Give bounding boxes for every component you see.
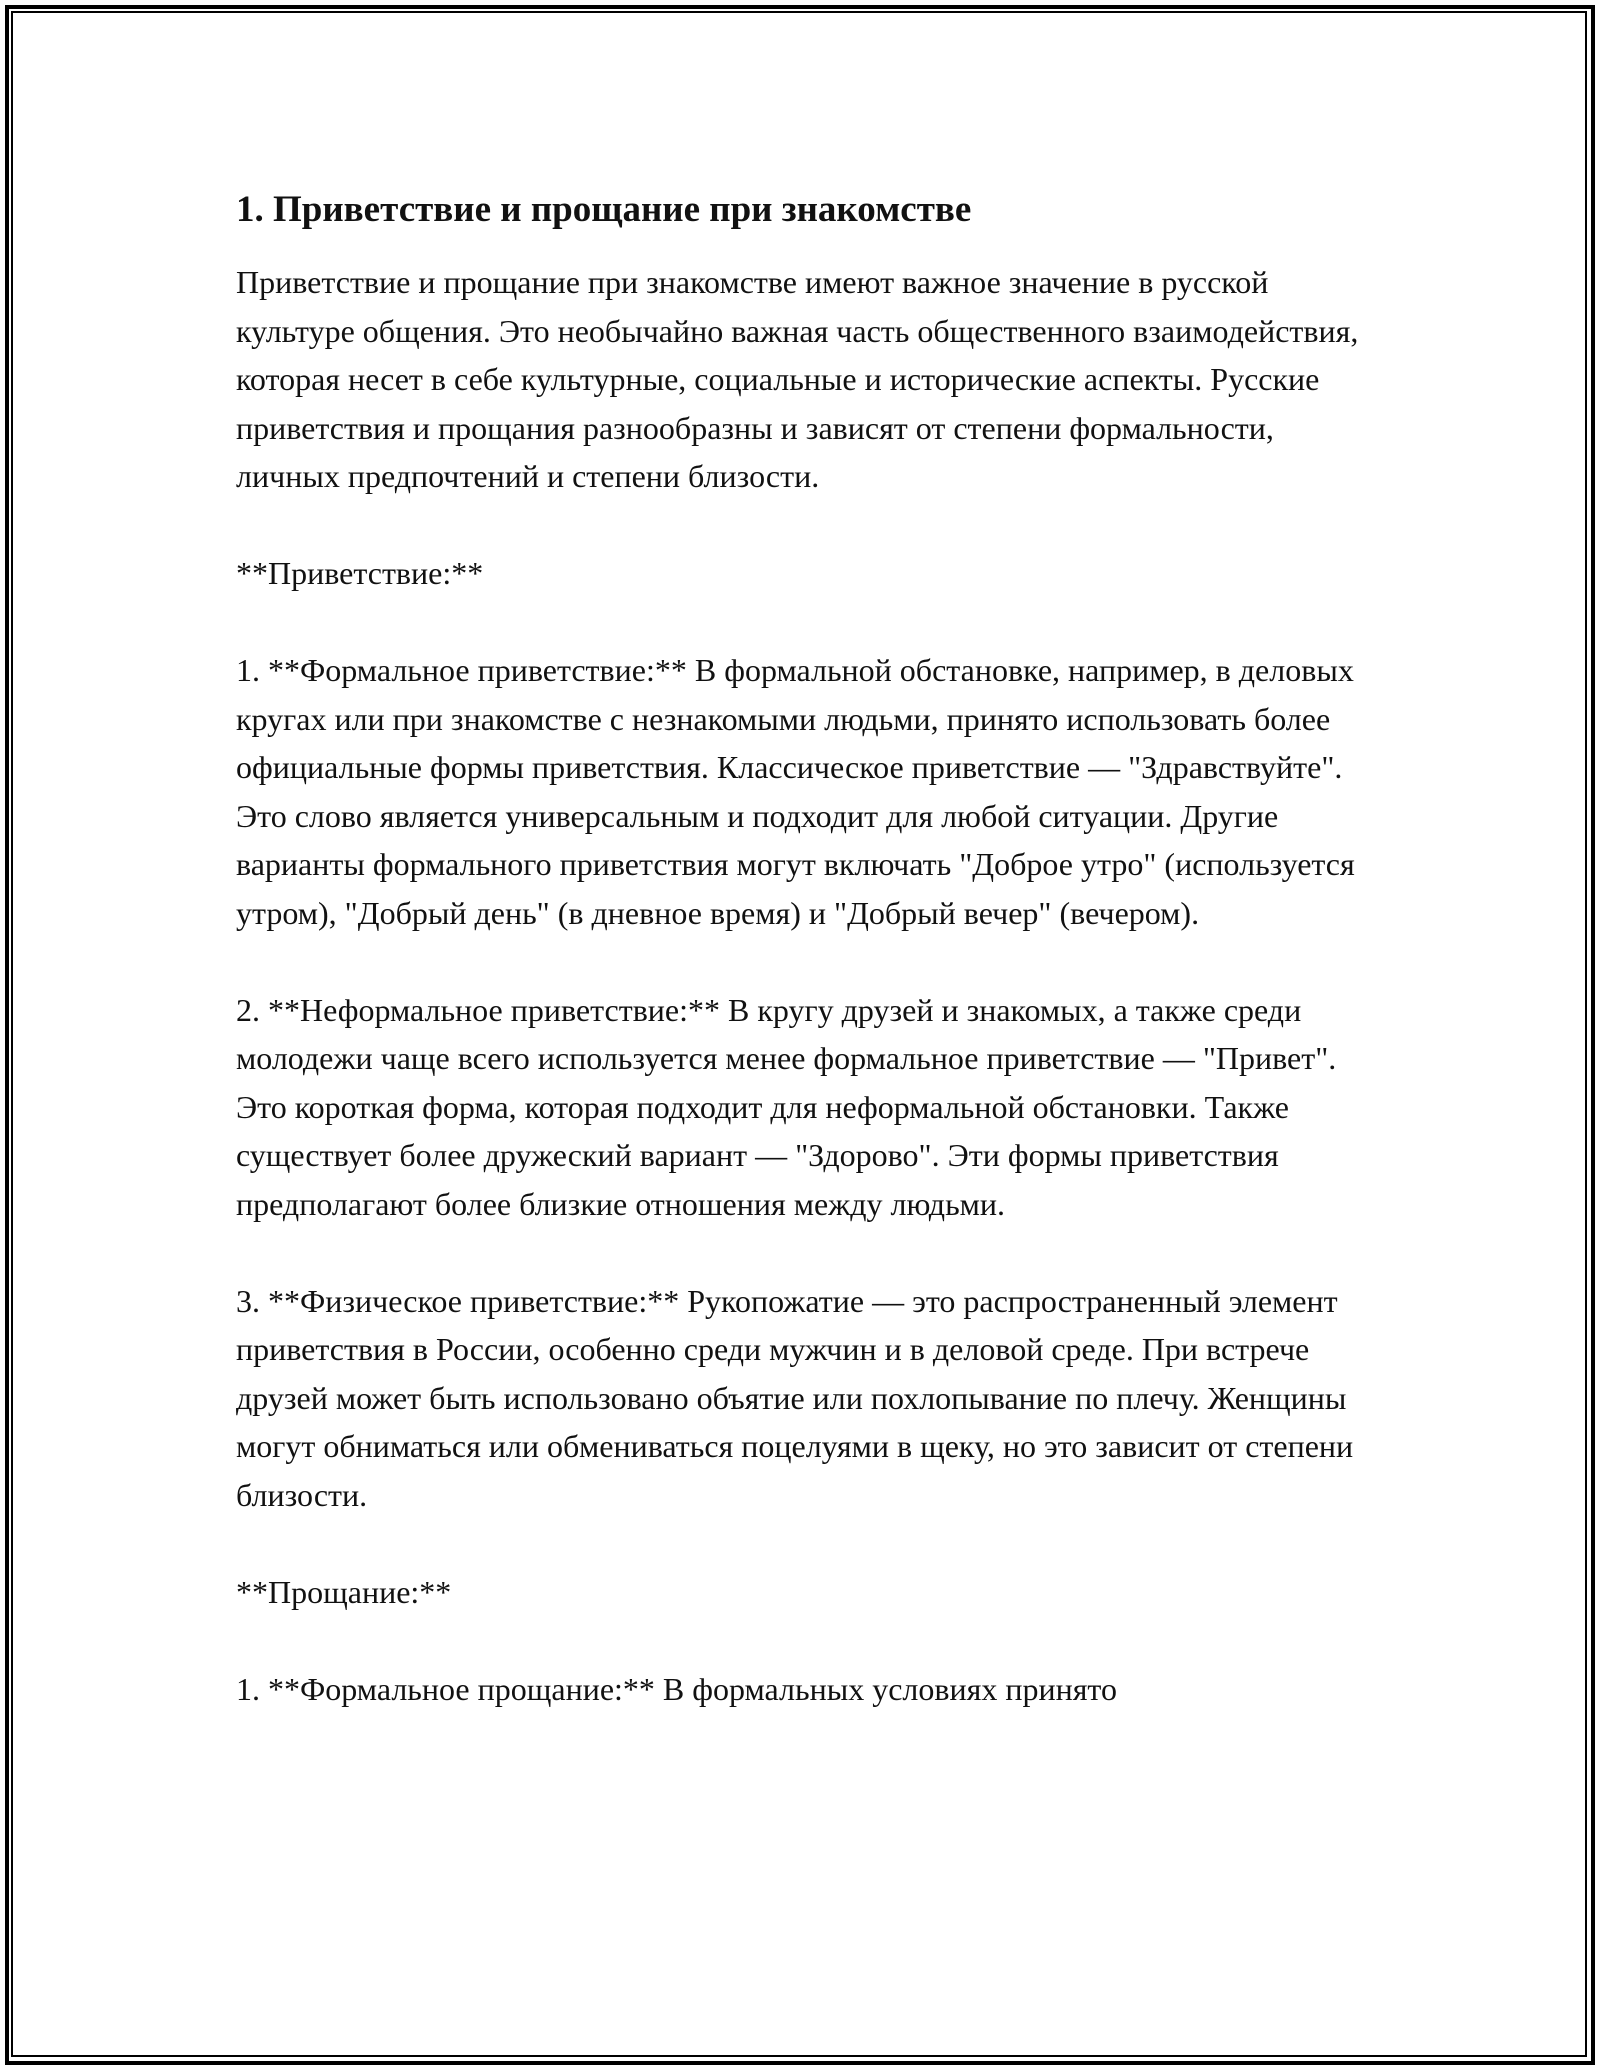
document-body	[236, 186, 1376, 1762]
informal-greeting-paragraph: 2. **Неформальное приветствие:** В кругу друзей и знакомых, а также среди молодежи чаще всего используется менее формальное приветствие — "Привет". Это короткая форма, которая подходит для неформальной обстановки. Также существует более дружеский вариант — "Здорово". Эти формы приветствия предполагают более близкие отношения между людьми.	[236, 991, 1337, 1222]
formal-farewell-paragraph: 1. **Формальное прощание:** В формальных условиях принято	[236, 1670, 1117, 1707]
section-heading: 1. Приветствие и прощание при знакомстве	[236, 189, 972, 230]
physical-greeting-paragraph: 3. **Физическое приветствие:** Рукопожатие — это распространенный элемент приветствия в России, особенно среди мужчин и в деловой среде. При встрече друзей может быть использовано объятие или похлопывание по плечу. Женщины могут обниматься или обмениваться поцелуями в щеку, но это зависит от степени близости.	[236, 1282, 1354, 1513]
greeting-subheading: **Приветствие:**	[236, 555, 484, 591]
farewell-subheading: **Прощание:**	[236, 1573, 452, 1610]
formal-greeting-paragraph: 1. **Формальное приветствие:** В формальной обстановке, например, в деловых кругах или при знакомстве с незнакомыми людьми, принято использовать более официальные формы приветствия. Классическое приветствие — "Здравствуйте". Это слово является универсальным и подходит для любой ситуации. Другие варианты формального приветствия могут включать "Доброе утро" (используется утром), "Добрый день" (в дневное время) и "Добрый вечер" (вечером).	[236, 652, 1355, 931]
intro-paragraph: Приветствие и прощание при знакомстве имеют важное значение в русской культуре общения. Это необычайно важная часть общественного взаимодействия, которая несет в себе культурные, социальные и исторические аспекты. Русские приветствия и прощания разнообразны и зависят от степени формальности, личных предпочтений и степени близости.	[236, 264, 1359, 494]
